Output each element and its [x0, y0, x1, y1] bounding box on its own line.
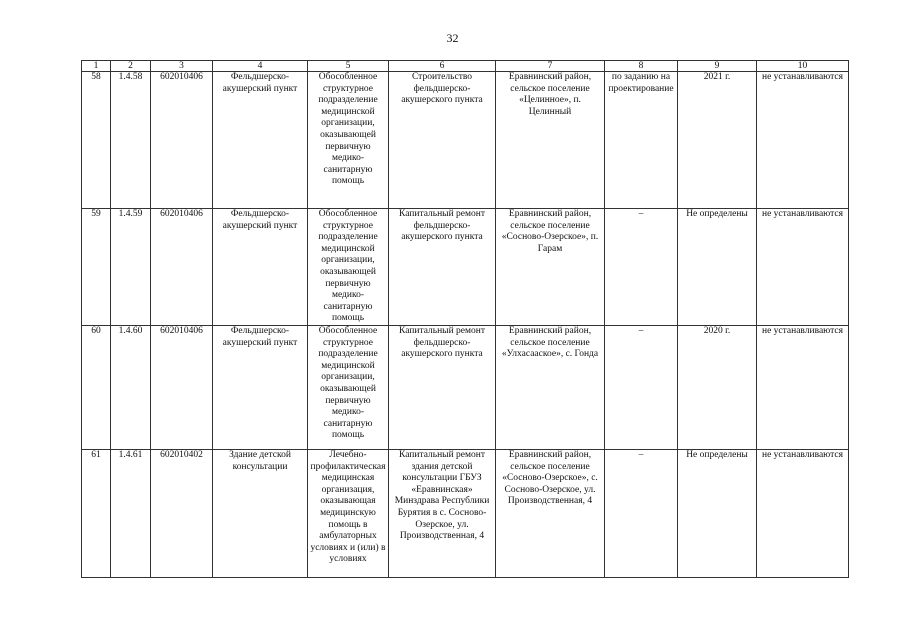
column-header: 8	[605, 61, 678, 72]
cell-object-name: Фельдшерско-акушерский пункт	[213, 209, 308, 326]
cell-location: Еравнинский район, сельское поселение «Сосново-Озерское», п. Гарам	[496, 209, 605, 326]
cell-row-number: 60	[82, 325, 111, 449]
cell-item-number: 1.4.58	[111, 72, 151, 209]
cell-characteristics: –	[605, 325, 678, 449]
cell-object-name: Здание детской консультации	[213, 449, 308, 577]
cell-characteristics: по заданию на проектирование	[605, 72, 678, 209]
cell-zones: не устанавливаются	[757, 449, 849, 577]
cell-object-name: Фельдшерско-акушерский пункт	[213, 325, 308, 449]
page-number: 32	[446, 31, 459, 45]
cell-activity: Строительство фельдшерско-акушерского пункта	[389, 72, 496, 209]
column-header: 1	[82, 61, 111, 72]
cell-location: Еравнинский район, сельское поселение «Целинное», п. Целинный	[496, 72, 605, 209]
cell-object-type: Обособленное структурное подразделение медицинской организации, оказывающей первичную медико-санитарную помощь	[308, 325, 389, 449]
cell-zones: не устанавливаются	[757, 209, 849, 326]
cell-object-type: Обособленное структурное подразделение медицинской организации, оказывающей первичную медико-санитарную помощь	[308, 72, 389, 209]
cell-item-number: 1.4.59	[111, 209, 151, 326]
table-row	[82, 449, 849, 577]
column-header: 6	[389, 61, 496, 72]
column-header: 7	[496, 61, 605, 72]
cell-object-name: Фельдшерско-акушерский пункт	[213, 72, 308, 209]
cell-location: Еравнинский район, сельское поселение «Сосново-Озерское», с. Сосново-Озерское, ул. Производственная, 4	[496, 449, 605, 577]
cell-item-number: 1.4.61	[111, 449, 151, 577]
cell-object-type: Лечебно-профилактическая медицинская организация, оказывающая медицинскую помощь в амбулаторных условиях и (или) в условиях	[308, 449, 389, 577]
cell-row-number: 59	[82, 209, 111, 326]
cell-characteristics: –	[605, 449, 678, 577]
cell-deadline: 2020 г.	[678, 325, 757, 449]
cell-code: 602010406	[151, 209, 213, 326]
cell-code: 602010406	[151, 325, 213, 449]
cell-location: Еравнинский район, сельское поселение «Улхасааское», с. Гонда	[496, 325, 605, 449]
cell-row-number: 61	[82, 449, 111, 577]
cell-code: 602010406	[151, 72, 213, 209]
column-header: 10	[757, 61, 849, 72]
registry-table	[81, 60, 849, 578]
column-header: 9	[678, 61, 757, 72]
cell-row-number: 58	[82, 72, 111, 209]
cell-activity: Капитальный ремонт фельдшерско-акушерского пункта	[389, 209, 496, 326]
column-header: 3	[151, 61, 213, 72]
cell-characteristics: –	[605, 209, 678, 326]
cell-zones: не устанавливаются	[757, 72, 849, 209]
column-header: 4	[213, 61, 308, 72]
cell-activity: Капитальный ремонт здания детской консультации ГБУЗ «Еравнинская» Минздрава Республики Бурятия в с. Сосново-Озерское, ул. Производственная, 4	[389, 449, 496, 577]
table-row	[82, 72, 849, 209]
cell-activity: Капитальный ремонт фельдшерско-акушерского пункта	[389, 325, 496, 449]
column-header: 5	[308, 61, 389, 72]
cell-deadline: Не определены	[678, 449, 757, 577]
cell-item-number: 1.4.60	[111, 325, 151, 449]
column-header: 2	[111, 61, 151, 72]
header-row	[82, 61, 849, 72]
cell-code: 602010402	[151, 449, 213, 577]
cell-object-type: Обособленное структурное подразделение медицинской организации, оказывающей первичную медико-санитарную помощь	[308, 209, 389, 326]
cell-zones: не устанавливаются	[757, 325, 849, 449]
table-row	[82, 325, 849, 449]
table-row	[82, 209, 849, 326]
cell-deadline: 2021 г.	[678, 72, 757, 209]
cell-deadline: Не определены	[678, 209, 757, 326]
